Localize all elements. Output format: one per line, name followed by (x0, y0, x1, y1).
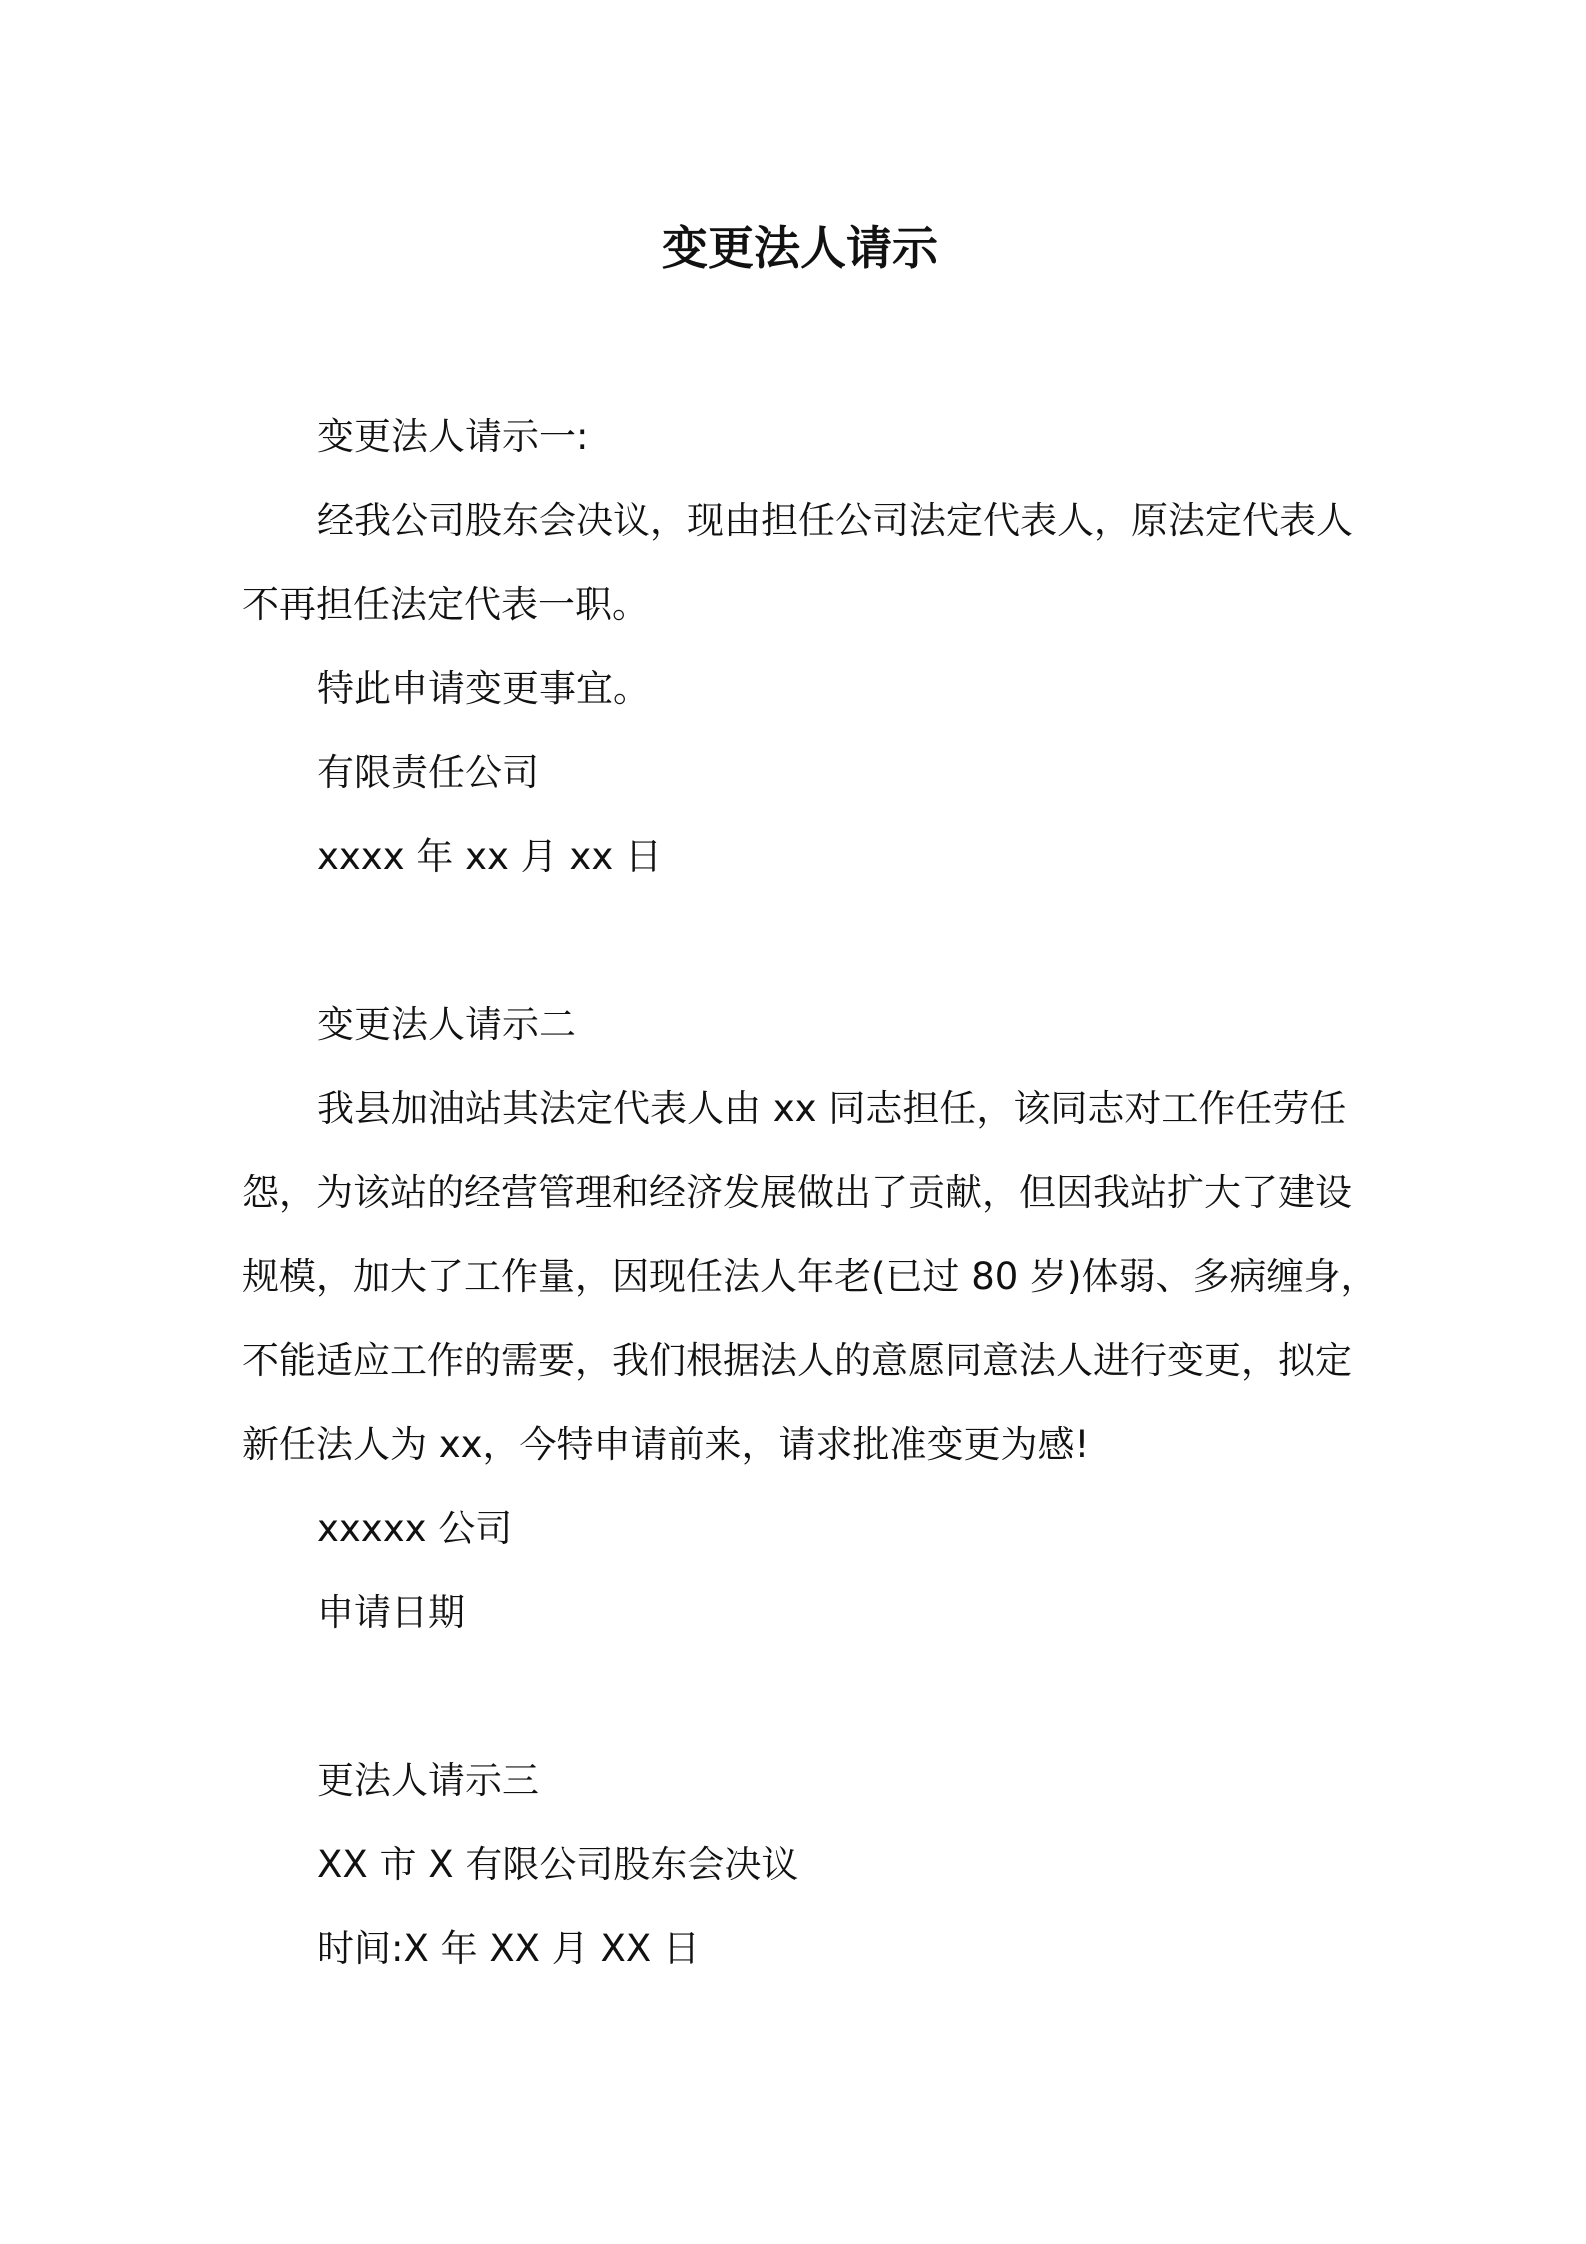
section-1-heading: 变更法人请示一: (317, 415, 589, 458)
section-2-heading: 变更法人请示二 (317, 1003, 576, 1046)
section-1-body-line: 不再担任法定代表一职。 (242, 583, 649, 626)
section-1-body-line: 经我公司股东会决议，现由担任公司法定代表人，原法定代表人 (317, 499, 1353, 542)
section-2-body-line: 新任法人为 xx，今特申请前来，请求批准变更为感! (242, 1423, 1090, 1466)
document-title: 变更法人请示 (662, 221, 938, 275)
document-body (242, 206, 1378, 1991)
section-2-body-line: 怨，为该站的经营管理和经济发展做出了贡献，但因我站扩大了建设 (242, 1171, 1352, 1214)
section-3-resolution-title: XX 市 X 有限公司股东会决议 (317, 1843, 799, 1886)
section-1-signature: 有限责任公司 (317, 751, 539, 794)
section-2-body-line: 我县加油站其法定代表人由 xx 同志担任，该同志对工作任劳任 (317, 1087, 1347, 1130)
section-1-closing: 特此申请变更事宜。 (317, 667, 650, 710)
section-3-heading: 更法人请示三 (317, 1759, 539, 1802)
section-2-body-line: 不能适应工作的需要，我们根据法人的意愿同意法人进行变更，拟定 (242, 1339, 1352, 1382)
section-1 (242, 395, 1358, 899)
section-3 (242, 1739, 1358, 1991)
section-2 (242, 983, 1378, 1655)
section-2-date-label: 申请日期 (317, 1591, 465, 1634)
section-2-signature: xxxxx 公司 (317, 1507, 513, 1550)
section-2-body-line: 规模，加大了工作量，因现任法人年老(已过 80 岁)体弱、多病缠身， (242, 1255, 1378, 1298)
section-3-time: 时间:X 年 XX 月 XX 日 (317, 1927, 701, 1970)
section-1-date: xxxx 年 xx 月 xx 日 (317, 835, 662, 878)
